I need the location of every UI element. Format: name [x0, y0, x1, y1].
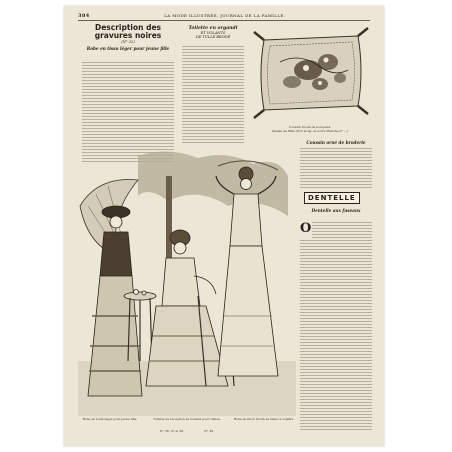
article-subline-2: DE TULLE BRODÉ [195, 35, 231, 39]
page-reference: (N° 32) [121, 40, 135, 44]
page-header [78, 11, 370, 21]
cushion-caption: Coussin brodé de bouquets. [288, 125, 332, 129]
body-text-block [182, 46, 244, 144]
plate-number-1: N° 36, 37 et 38. [159, 429, 185, 433]
article-title: Toilette en organdi [188, 26, 238, 31]
running-title: LA MODE ILLUSTRÉE, JOURNAL DE LA FAMILLE. [164, 13, 286, 18]
right-column-section-1 [300, 140, 372, 145]
plate-numbers [78, 430, 296, 434]
section-title: Dentelle aux fuseaux [311, 208, 361, 213]
middle-column [182, 26, 244, 39]
article-subtitle: Robe en tissu léger pour jeune fille [86, 46, 170, 51]
article-subline: ET VOLANTS [200, 31, 226, 35]
fashion-plate [78, 146, 296, 416]
section-title: Description des gravures noires [94, 23, 162, 40]
dentelle-heading: DENTELLE [304, 192, 360, 204]
left-column [82, 24, 174, 51]
fashion-engraving [78, 146, 296, 416]
plate-number-2: N° 39. [204, 429, 215, 433]
body-text-block [300, 148, 372, 188]
drop-cap: O [300, 221, 312, 236]
body-text-block [312, 222, 372, 238]
magazine-page [64, 6, 384, 446]
cushion-caption-2: Dessin de Mlle (Voir la fig. et notre Planche n° ...) [272, 128, 348, 133]
plate-caption-1: Robe en foulé léger pour jeune fille. [82, 417, 138, 421]
cushion-engraving [250, 22, 370, 122]
body-text-block [300, 240, 372, 430]
plate-caption-2: Toilette de réception en foulard pour visites. [153, 417, 221, 421]
plate-captions [78, 418, 296, 422]
section-title: Coussin orné de broderie [306, 140, 366, 145]
right-column-section-2 [300, 208, 372, 213]
cushion-illustration [250, 22, 370, 132]
page-number: 384 [78, 12, 90, 19]
plate-caption-3: Robe de linon brodé en blanc à volants. [233, 417, 295, 421]
